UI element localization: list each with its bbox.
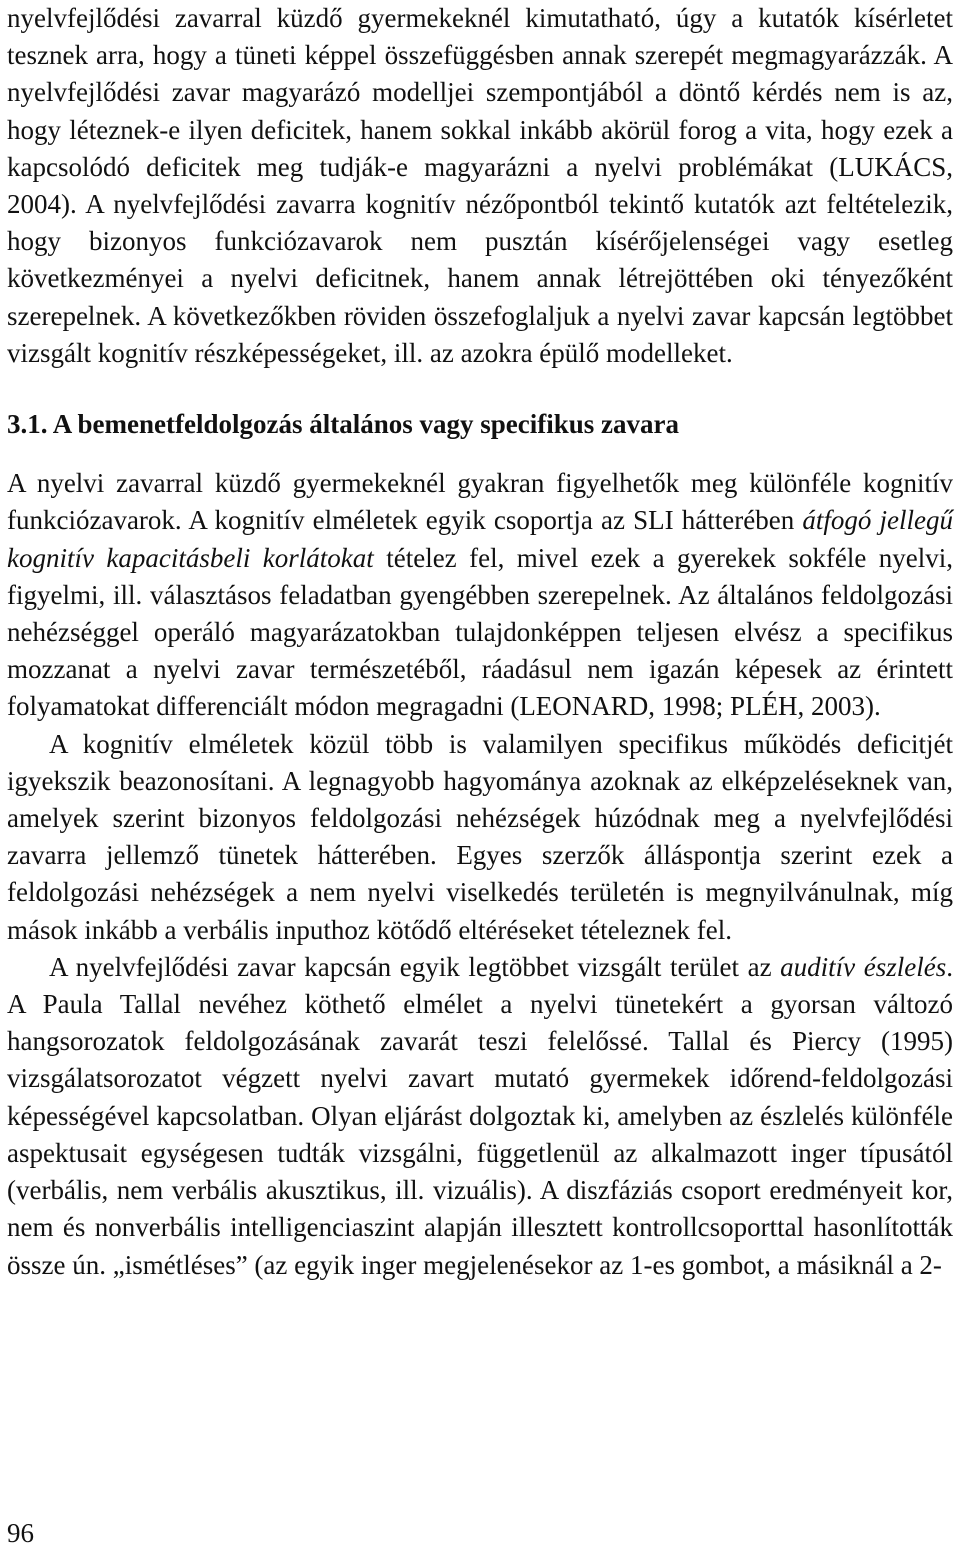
paragraph-4-text-b: . A Paula Tallal nevéhez köthető elmélet a nyelvi tünetekért a gyorsan változó hangsorozatok feldolgozásának zavarát teszi felelőssé. Tallal és Piercy (1995) vizsgálatsorozatot végzett nyelvi zavart mutató gyermekek időrend-feldolgozási képességével kapcsolatban. Olyan eljárást dolgoztak ki, amelyben az észlelés különféle aspektusait egységesen tudták vizsgálni, függetlenül az alkalmazott inger típusától (verbális, nem verbális akusztikus, ill. vizuális). A diszfáziás csoport eredményeit kor, nem és nonverbális intelligenciaszint alapján illesztett kontrollcsoporttal hasonlították össze ún. „ismétléses” (az egyik inger megjelenésekor az 1-es gombot, a másiknál a 2- <box>7 951 953 1280</box>
paragraph-2-italic: átfogó jellegű kognitív kapacitásbeli korlátokat <box>7 505 953 573</box>
paragraph-4-text-a: A nyelvfejlődési zavar kapcsán egyik legtöbbet vizsgált terület az <box>49 951 781 982</box>
paragraph-1: nyelvfejlődési zavarral küzdő gyermekeknél kimutatható, úgy a kutatók kísérletet tesznek arra, hogy a tüneti képpel összefüggésben annak szerepét megmagyarázzák. A nyelvfejlődési zavar magyarázó modelljei szempontjából a döntő kérdés nem is az, hogy léteznek-e ilyen deficitek, hanem sokkal inkább akörül forog a vita, hogy ezek a kapcsolódó deficitek meg tudják-e magyarázni a nyelvi problémákat (LUKÁCS, 2004). A nyelvfejlődési zavarra kognitív nézőpontból tekintő kutatók azt feltételezik, hogy bizonyos funkciózavarok nem pusztán kísérőjelenségei vagy esetleg következményei a nyelvi deficitnek, hanem annak létrejöttében oki tényezőként szerepelnek. A következőkben röviden összefoglaljuk a nyelvi zavar kapcsán legtöbbet vizsgált kognitív részképességeket, ill. az azokra épülő modelleket. <box>7 3 953 368</box>
paragraph-4 <box>7 949 953 1284</box>
paragraph-2-text-b: tételez fel, mivel ezek a gyerekek sokféle nyelvi, figyelmi, ill. választásos feladatban gyengébben szerepelnek. Az általános feldolgozási nehézséggel operáló magyarázatokban tulajdonképpen teljesen elvész a specifikus mozzanat a nyelvi zavar természetéből, ráadásul nem igazán képesek az érintett folyamatokat differenciált módon megragadni (LEONARD, 1998; PLÉH, 2003). <box>7 542 953 722</box>
section-heading: 3.1. A bemenetfeldolgozás általános vagy specifikus zavara <box>7 409 679 440</box>
paragraph-3: A kognitív elméletek közül több is valamilyen specifikus működés deficitjét igyekszik beazonosítani. A legnagyobb hagyománya azoknak az elképzeléseknek van, amelyek szerint bizonyos feldolgozási nehézségek húzódnak meg a nyelvfejlődési zavarra jellemző tünetek hátterében. Egyes szerzők álláspontja szerint ezek a feldolgozási nehézségek a nem nyelvi viselkedés területén is megnyilvánulnak, míg mások inkább a verbális inputhoz kötődő eltéréseket tételeznek fel. <box>7 728 953 945</box>
document-page <box>7 0 953 1284</box>
page-number: 96 <box>7 1518 34 1548</box>
paragraph-2 <box>7 465 953 725</box>
paragraph-4-italic: auditív észlelés <box>780 951 947 982</box>
paragraph-2-text-a: A nyelvi zavarral küzdő gyermekeknél gyakran figyelhetők meg különféle kognitív funkciózavarok. A kognitív elméletek egyik csoportja az SLI hátterében <box>7 468 953 536</box>
